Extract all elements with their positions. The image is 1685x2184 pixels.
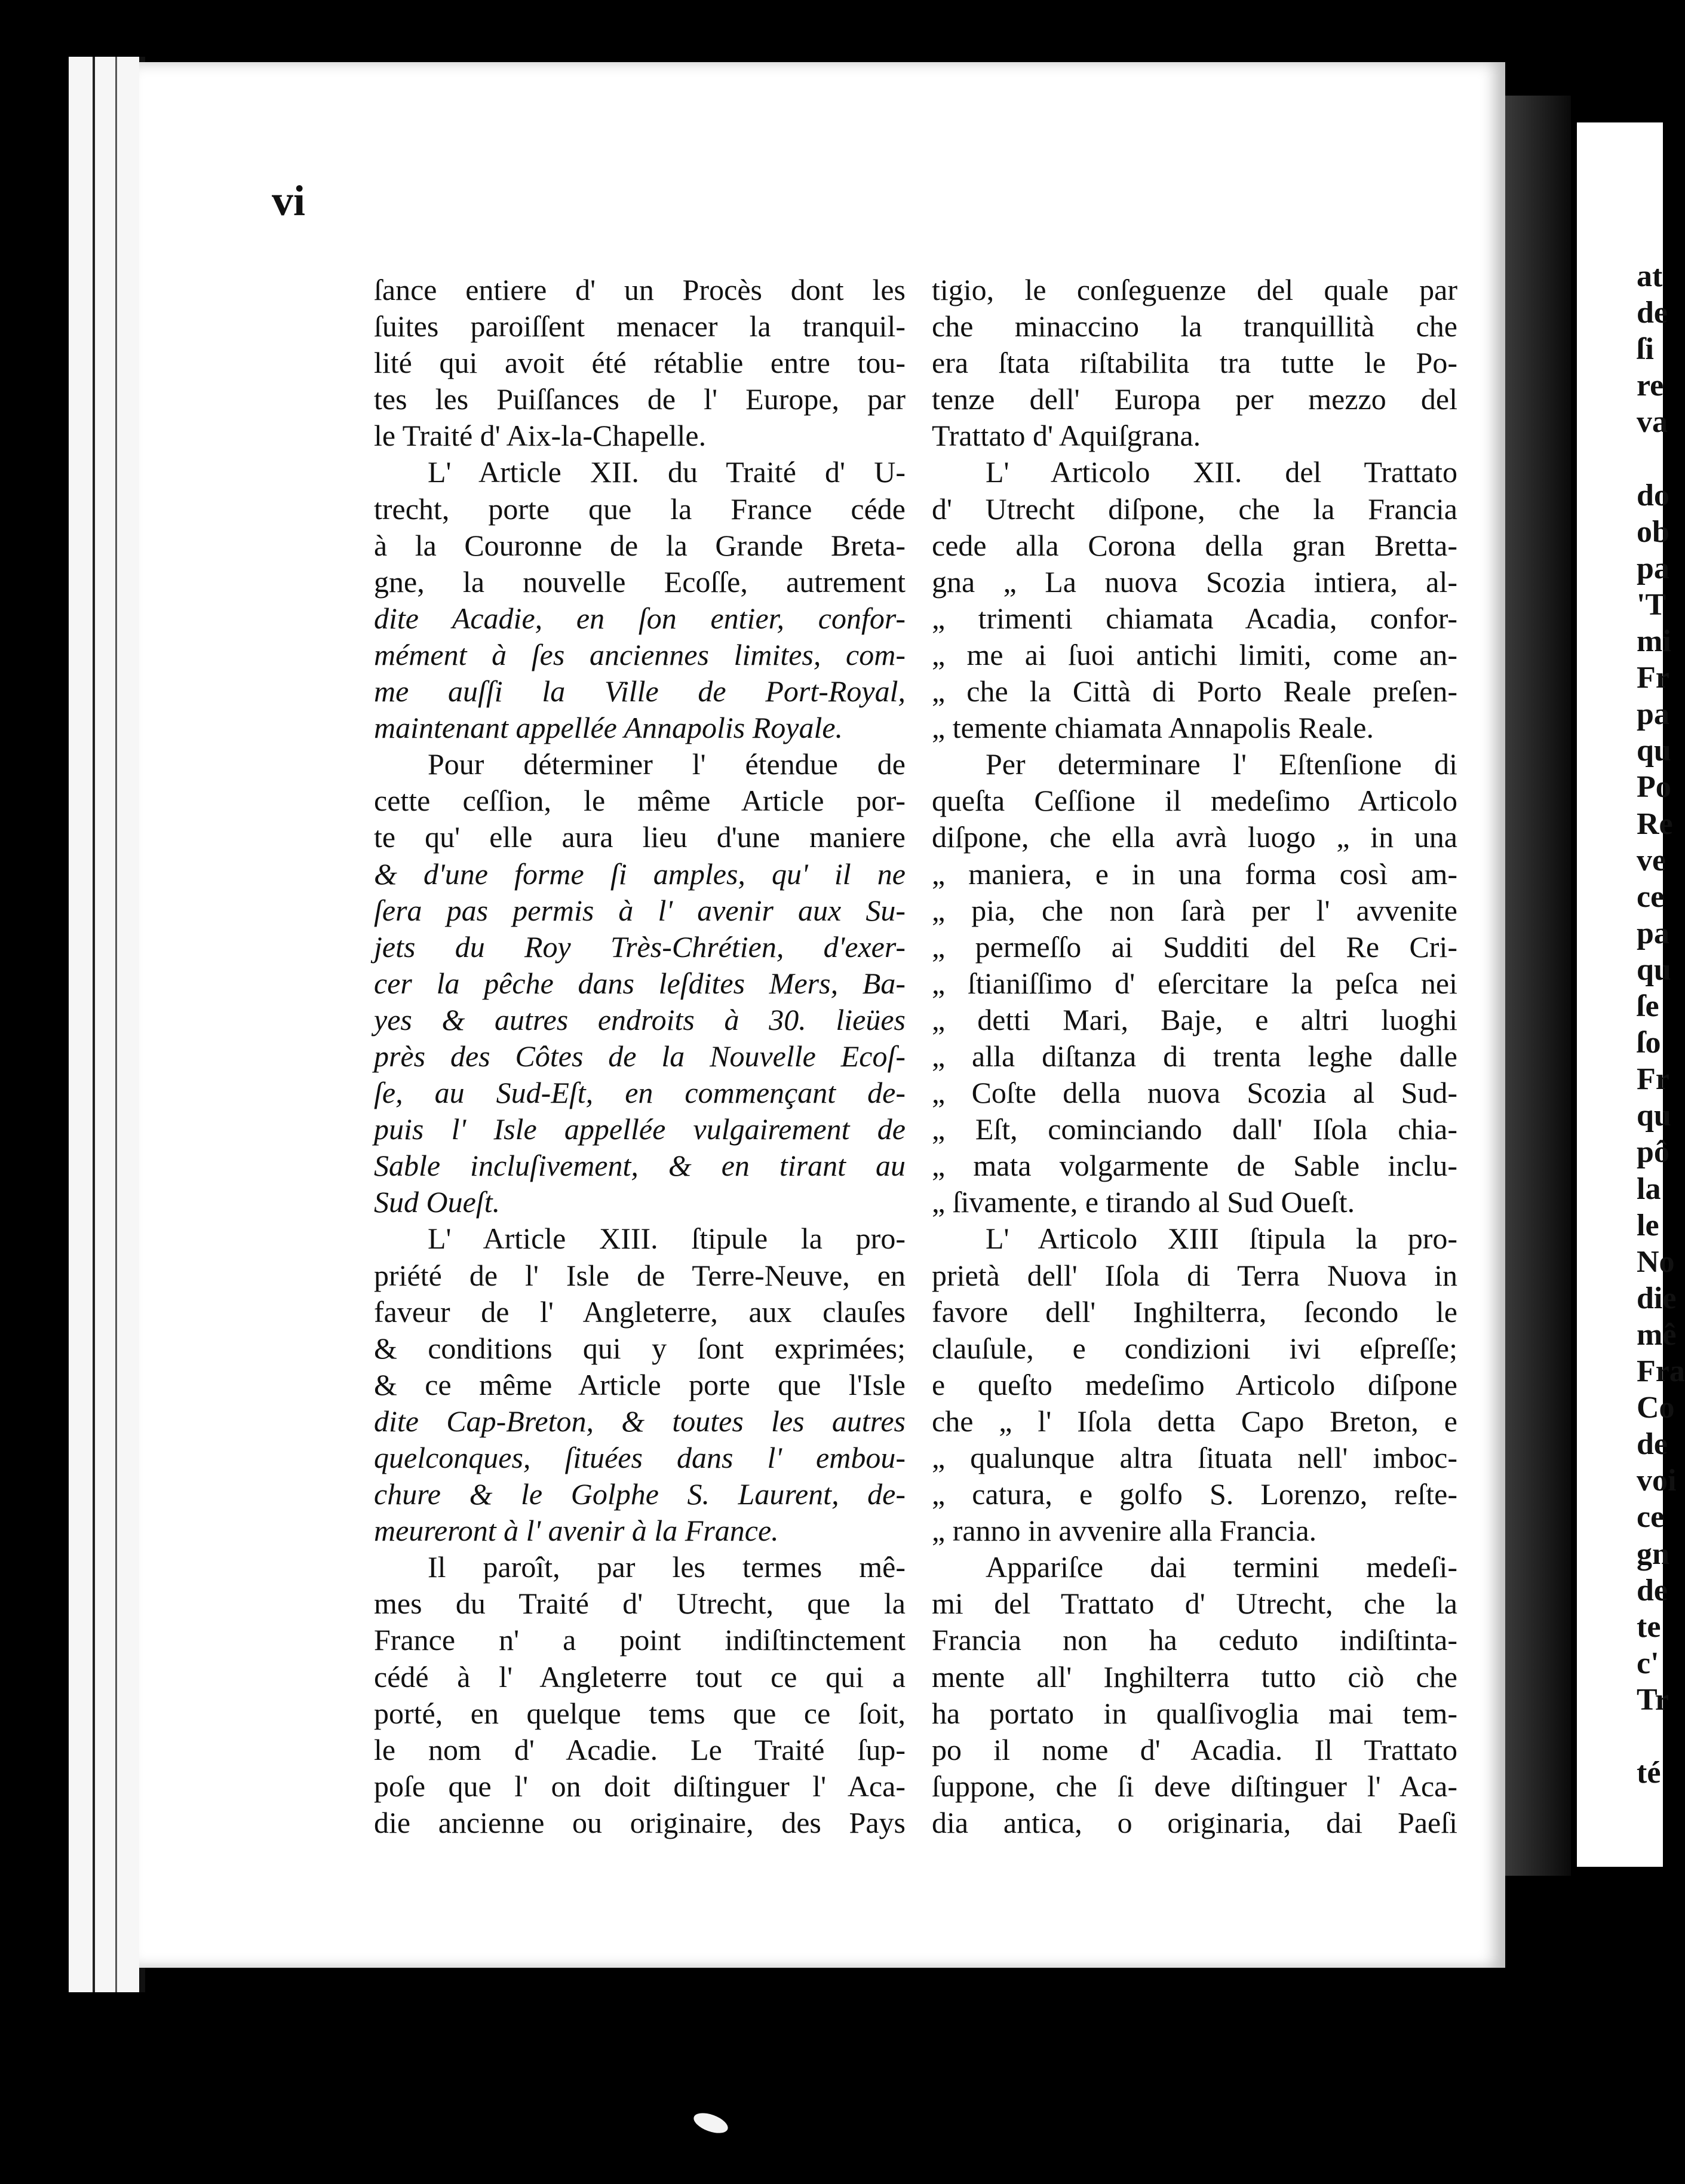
book-binding-edge: [69, 57, 145, 1992]
italian-text-line: e queſto medeſimo Articolo diſpone: [932, 1367, 1457, 1401]
french-text-line: ſe, au Sud-Eſt, en commençant de-: [374, 1076, 906, 1110]
french-text-line: gne, la nouvelle Ecoſſe, autrement: [374, 565, 906, 599]
facing-page-text: at: [1637, 259, 1663, 293]
french-text-line: chure & le Golphe S. Laurent, de-: [374, 1477, 906, 1511]
french-text-line: ſera pas permis à l' avenir aux Su-: [374, 893, 906, 927]
facing-page-text: gn: [1637, 1536, 1669, 1571]
facing-page-text: [1637, 1720, 1663, 1753]
italian-text-line: gna „ La nuova Scozia intiera, al-: [932, 565, 1457, 599]
italian-text-line: „ trimenti chiamata Acadia, confor-: [932, 601, 1457, 635]
italian-text-line: „ che la Città di Porto Reale preſen-: [932, 674, 1457, 708]
italian-text-line: clauſule, e condizioni ivi eſpreſſe;: [932, 1331, 1457, 1365]
french-text-line: Sable incluſivement, & en tirant au: [374, 1149, 906, 1183]
facing-page-text: qu: [1637, 734, 1671, 768]
french-text-line: faveur de l' Angleterre, aux clauſes: [374, 1295, 906, 1329]
french-text-line: tes les Puiſſances de l' Europe, par: [374, 382, 906, 416]
italian-text-line: ſuppone, che ſi deve diſtinguer l' Aca-: [932, 1769, 1457, 1803]
facing-page-text: [1637, 443, 1663, 476]
french-text-line: & d'une forme ſi amples, qu' il ne: [374, 857, 906, 891]
facing-page-text: pa: [1637, 697, 1669, 732]
french-text-line: me auſſi la Ville de Port-Royal,: [374, 674, 906, 708]
facing-page-text: die: [1637, 1281, 1677, 1315]
french-text-line: yes & autres endroits à 30. lieües: [374, 1002, 906, 1036]
italian-text-line: „ me ai ſuoi antichi limiti, come an-: [932, 637, 1457, 671]
italian-text-line: cede alla Corona della gran Bretta-: [932, 528, 1457, 562]
french-text-line: poſe que l' on doit diſtinguer l' Aca-: [374, 1769, 906, 1803]
facing-page-text: mi: [1637, 624, 1671, 658]
french-text-line: die ancienne ou originaire, des Pays: [374, 1805, 906, 1839]
french-text-line: le Traité d' Aix-la-Chapelle.: [374, 419, 707, 453]
french-text-line: dite Cap-Breton, & toutes les autres: [374, 1404, 906, 1438]
french-text-line: & ce même Article porte que l'Isle: [374, 1367, 906, 1401]
binding-rule: [93, 57, 95, 1992]
facing-page-text: voi: [1637, 1464, 1677, 1498]
french-text-line: à la Couronne de la Grande Breta-: [374, 528, 906, 562]
italian-text-line: L' Articolo XII. del Trattato: [986, 455, 1457, 489]
french-text-line: maintenant appellée Annapolis Royale.: [374, 711, 843, 745]
italian-text-line: „ permeſſo ai Sudditi del Re Cri-: [932, 930, 1457, 964]
french-text-line: dite Acadie, en ſon entier, confor-: [374, 601, 906, 635]
italian-text-line: mi del Trattato d' Utrecht, che la: [932, 1587, 1457, 1621]
french-text-line: ſance entiere d' un Procès dont les: [374, 273, 906, 306]
italian-text-line: Francia non ha ceduto indiſtinta-: [932, 1623, 1457, 1657]
italian-text-line: Trattato d' Aquiſgrana.: [932, 419, 1201, 453]
facing-page-text: 'T: [1637, 587, 1666, 622]
french-text-line: ſuites paroiſſent menacer la tranquil-: [374, 309, 906, 343]
french-text-line: trecht, porte que la France céde: [374, 492, 906, 526]
italian-text-line: „ detti Mari, Baje, e altri luoghi: [932, 1002, 1457, 1036]
french-text-line: porté, en quelque tems que ce ſoit,: [374, 1696, 906, 1730]
facing-page-text: No: [1637, 1244, 1675, 1279]
italian-text-line: „ Eſt, cominciando dall' Iſola chia-: [932, 1112, 1457, 1146]
facing-page-text: de: [1637, 1427, 1668, 1462]
french-text-line: puis l' Isle appellée vulgairement de: [374, 1112, 906, 1146]
french-text-line: près des Côtes de la Nouvelle Ecoſ-: [374, 1039, 906, 1073]
french-text-line: Il paroît, par les termes mê-: [428, 1550, 906, 1584]
facing-page-text: pa: [1637, 551, 1669, 585]
facing-page-text: Co: [1637, 1391, 1675, 1425]
french-text-line: France n' a point indiſtinctement: [374, 1623, 906, 1657]
facing-page-fragment: [1577, 122, 1685, 1867]
french-text-line: Sud Oueſt.: [374, 1185, 501, 1219]
french-text-line: mes du Traité d' Utrecht, que la: [374, 1587, 906, 1621]
facing-page-text: Fr: [1637, 661, 1669, 695]
facing-page-text: qu: [1637, 1099, 1671, 1133]
italian-text-line: era ſtata riſtabilita tra tutte le Po-: [932, 346, 1457, 380]
italian-text-line: „ qualunque altra ſituata nell' imboc-: [932, 1441, 1457, 1474]
facing-page-text: ob: [1637, 514, 1669, 549]
facing-page-text: té: [1637, 1756, 1661, 1790]
facing-page-text: do: [1637, 478, 1669, 513]
italian-text-line: tenze dell' Europa per mezzo del: [932, 382, 1457, 416]
facing-page-text: mê: [1637, 1317, 1677, 1352]
french-text-line: meureront à l' avenir à la France.: [374, 1514, 779, 1548]
facing-page-text: ce: [1637, 879, 1665, 914]
french-text-line: cer la pêche dans leſdites Mers, Ba-: [374, 966, 906, 1000]
italian-text-line: „ ſtianiſſimo d' eſercitare la peſca nei: [932, 966, 1457, 1000]
facing-page-text: de: [1637, 1573, 1668, 1608]
italian-text-line: mente all' Inghilterra tutto ciò che: [932, 1660, 1457, 1694]
french-text-line: mément à ſes anciennes limites, com-: [374, 637, 906, 671]
facing-page-text: pa: [1637, 916, 1669, 950]
french-text-line: priété de l' Isle de Terre-Neuve, en: [374, 1258, 906, 1292]
italian-text-line: diſpone, che ella avrà luogo „ in una: [932, 820, 1457, 854]
italian-text-line: prietà dell' Iſola di Terra Nuova in: [932, 1258, 1457, 1292]
italian-text-line: d' Utrecht diſpone, che la Francia: [932, 492, 1457, 526]
facing-page-text: qu: [1637, 952, 1671, 987]
italian-text-line: „ temente chiamata Annapolis Reale.: [932, 711, 1374, 745]
french-text-line: cédé à l' Angleterre tout ce qui a: [374, 1660, 906, 1694]
facing-page-text: Po: [1637, 770, 1671, 805]
french-text-line: te qu' elle aura lieu d'une maniere: [374, 820, 906, 854]
stray-mark: [691, 2109, 731, 2137]
french-text-line: & conditions qui y ſont exprimées;: [374, 1331, 906, 1365]
italian-text-line: „ pia, che non ſarà per l' avvenite: [932, 893, 1457, 927]
facing-page-text: Fr: [1637, 1062, 1669, 1097]
facing-page-text: re: [1637, 369, 1664, 403]
facing-page-text: Re: [1637, 806, 1673, 841]
french-text-line: lité qui avoit été rétablie entre tou-: [374, 346, 906, 380]
italian-text-line: L' Articolo XIII ſtipula la pro-: [986, 1222, 1457, 1256]
facing-page-text: va: [1637, 405, 1668, 440]
facing-page-text: la: [1637, 1171, 1661, 1206]
italian-text-line: dia antica, o originaria, dai Paeſi: [932, 1805, 1457, 1839]
italian-text-line: Per determinare l' Eſtenſione di: [986, 747, 1457, 781]
facing-page-text: te: [1637, 1609, 1661, 1644]
facing-page-text: Tr: [1637, 1682, 1669, 1717]
italian-text-line: che „ l' Iſola detta Capo Breton, e: [932, 1404, 1457, 1438]
facing-page-text: ſi: [1637, 332, 1654, 367]
italian-text-line: „ catura, e golfo S. Lorenzo, reſte-: [932, 1477, 1457, 1511]
italian-text-line: po il nome d' Acadia. Il Trattato: [932, 1732, 1457, 1766]
page-number: vi: [272, 177, 306, 225]
french-text-line: jets du Roy Très-Chrétien, d'exer-: [374, 930, 906, 964]
french-text-line: L' Article XIII. ſtipule la pro-: [428, 1222, 906, 1256]
italian-text-line: „ maniera, e in una forma così am-: [932, 857, 1457, 891]
facing-page-text: le: [1637, 1208, 1659, 1243]
facing-page-text: ce: [1637, 1500, 1665, 1535]
italian-column: [932, 272, 1457, 1841]
facing-page-text: de: [1637, 296, 1668, 330]
french-column: [374, 272, 906, 1841]
italian-text-line: „ ſivamente, e tirando al Sud Oueſt.: [932, 1185, 1355, 1219]
italian-text-line: ha portato in qualſivoglia mai tem-: [932, 1696, 1457, 1730]
italian-text-line: „ alla diſtanza di trenta leghe dalle: [932, 1039, 1457, 1073]
italian-text-line: queſta Ceſſione il medeſimo Articolo: [932, 784, 1457, 818]
italian-text-line: „ Coſte della nuova Scozia al Sud-: [932, 1076, 1457, 1110]
facing-page-text: c': [1637, 1646, 1659, 1680]
gutter-shadow: [1505, 96, 1571, 1876]
italian-text-line: Appariſce dai termini medeſi-: [986, 1550, 1457, 1584]
french-text-line: Pour déterminer l' étendue de: [428, 747, 906, 781]
italian-text-line: tigio, le conſeguenze del quale par: [932, 273, 1457, 306]
facing-page-text: Fra: [1637, 1354, 1685, 1388]
italian-text-line: favore dell' Inghilterra, ſecondo le: [932, 1295, 1457, 1329]
facing-page-text: pô: [1637, 1135, 1669, 1170]
facing-page-text: ſe: [1637, 989, 1659, 1023]
facing-page-text: ſo: [1637, 1026, 1661, 1060]
french-text-line: L' Article XII. du Traité d' U-: [428, 455, 906, 489]
italian-text-line: che minaccino la tranquillità che: [932, 309, 1457, 343]
french-text-line: cette ceſſion, le même Article por-: [374, 784, 906, 818]
facing-page-text: ve: [1637, 843, 1666, 878]
italian-text-line: „ ranno in avvenire alla Francia.: [932, 1514, 1317, 1548]
french-text-line: quelconques, ſituées dans l' embou-: [374, 1441, 906, 1474]
french-text-line: le nom d' Acadie. Le Traité ſup-: [374, 1732, 906, 1766]
binding-rule: [115, 57, 117, 1992]
italian-text-line: „ mata volgarmente de Sable inclu-: [932, 1149, 1457, 1183]
